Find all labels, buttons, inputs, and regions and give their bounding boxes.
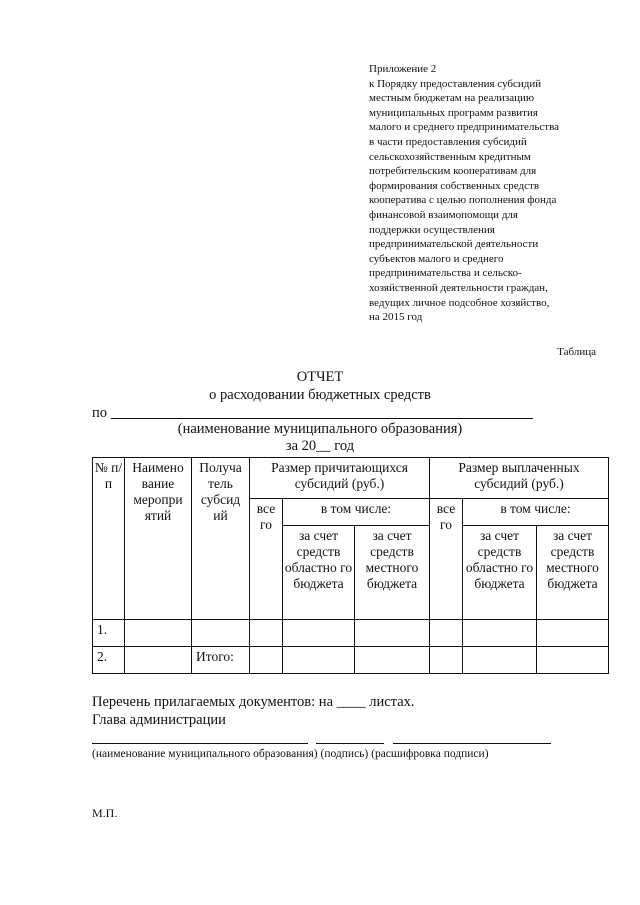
header-due-including: в том числе: <box>283 499 430 526</box>
appendix-line: потребительским кооперативам для <box>369 165 537 178</box>
header-activities: Наимено вание меропри ятий <box>125 458 192 620</box>
header-num: № п/п <box>93 458 125 620</box>
stamp-place: М.П. <box>92 806 118 820</box>
municipality-note: (наименование муниципального образования) <box>177 421 463 437</box>
appendix-line: хозяйственной деятельности граждан, <box>369 281 548 294</box>
header-paid-including: в том числе: <box>463 499 609 526</box>
appendix-line: к Порядку предоставления субсидий <box>369 77 542 90</box>
table-caption: Таблица <box>557 346 596 358</box>
report-period: за 20__ год <box>285 438 355 454</box>
appendix-line: сельскохозяйственным кредитным <box>369 150 531 163</box>
row-num: 2. <box>93 647 125 674</box>
table-cell <box>283 620 355 647</box>
documents-line: Перечень прилагаемых документов: на ____ листах. <box>92 694 415 710</box>
municipality-signature-line <box>92 743 308 744</box>
appendix-line: формирования собственных средств <box>369 179 540 192</box>
table-cell <box>250 620 283 647</box>
header-paid-regional: за счет средств областно го бюджета <box>463 526 537 620</box>
appendix-line: предпринимательской деятельности <box>369 238 539 251</box>
appendix-line: кооператива с целью пополнения фонда <box>369 194 557 207</box>
header-recipient: Получа тель субсид ий <box>192 458 250 620</box>
appendix-line: на 2015 год <box>369 311 423 324</box>
header-due-total: все го <box>250 499 283 620</box>
header-due-regional: за счет средств областно го бюджета <box>283 526 355 620</box>
row-total-label: Итого: <box>192 647 250 674</box>
report-table <box>92 457 609 674</box>
appendix-line: в части предоставления субсидий <box>369 135 527 148</box>
signature-transcript-line <box>393 743 551 744</box>
appendix-line: муниципальных программ развития <box>369 106 538 119</box>
municipality-underline <box>111 418 533 419</box>
table-cell <box>430 620 463 647</box>
row-num: 1. <box>93 620 125 647</box>
table-cell <box>355 647 430 674</box>
header-paid-subsidies: Размер выплаченных субсидий (руб.) <box>430 458 609 499</box>
table-cell <box>250 647 283 674</box>
row-recipient <box>192 620 250 647</box>
table-cell <box>125 620 192 647</box>
appendix-line: предпринимательства и сельско- <box>369 267 522 280</box>
table-cell <box>430 647 463 674</box>
head-of-administration: Глава администрации <box>92 712 226 728</box>
table-row <box>93 620 609 647</box>
table-cell <box>463 647 537 674</box>
header-due-subsidies: Размер причитающихся субсидий (руб.) <box>250 458 430 499</box>
appendix-line: финансовой взаимопомощи для <box>369 208 518 221</box>
appendix-line: местным бюджетам на реализацию <box>369 92 535 105</box>
header-paid-local: за счет средств местного бюджета <box>537 526 609 620</box>
table-cell <box>537 647 609 674</box>
report-subtitle: о расходовании бюджетных средств <box>209 387 431 403</box>
appendix-line: субъектов малого и среднего <box>369 252 504 265</box>
signature-caption: (наименование муниципального образования) (подпись) (расшифровка подписи) <box>92 748 489 760</box>
table-cell <box>537 620 609 647</box>
header-paid-total: все го <box>430 499 463 620</box>
table-cell <box>283 647 355 674</box>
table-cell <box>125 647 192 674</box>
header-due-local: за счет средств местного бюджета <box>355 526 430 620</box>
table-row <box>93 647 609 674</box>
po-label: по <box>92 405 108 421</box>
table-cell <box>463 620 537 647</box>
appendix-line: поддержки осуществления <box>369 223 495 236</box>
signature-line <box>316 743 384 744</box>
report-title: ОТЧЕТ <box>296 369 344 385</box>
table-cell <box>355 620 430 647</box>
appendix-line: малого и среднего предпринимательства <box>369 121 560 134</box>
appendix-line: Приложение 2 <box>369 63 437 75</box>
appendix-line: ведущих личное подсобное хозяйство, <box>369 296 550 309</box>
appendix-note <box>369 62 596 325</box>
